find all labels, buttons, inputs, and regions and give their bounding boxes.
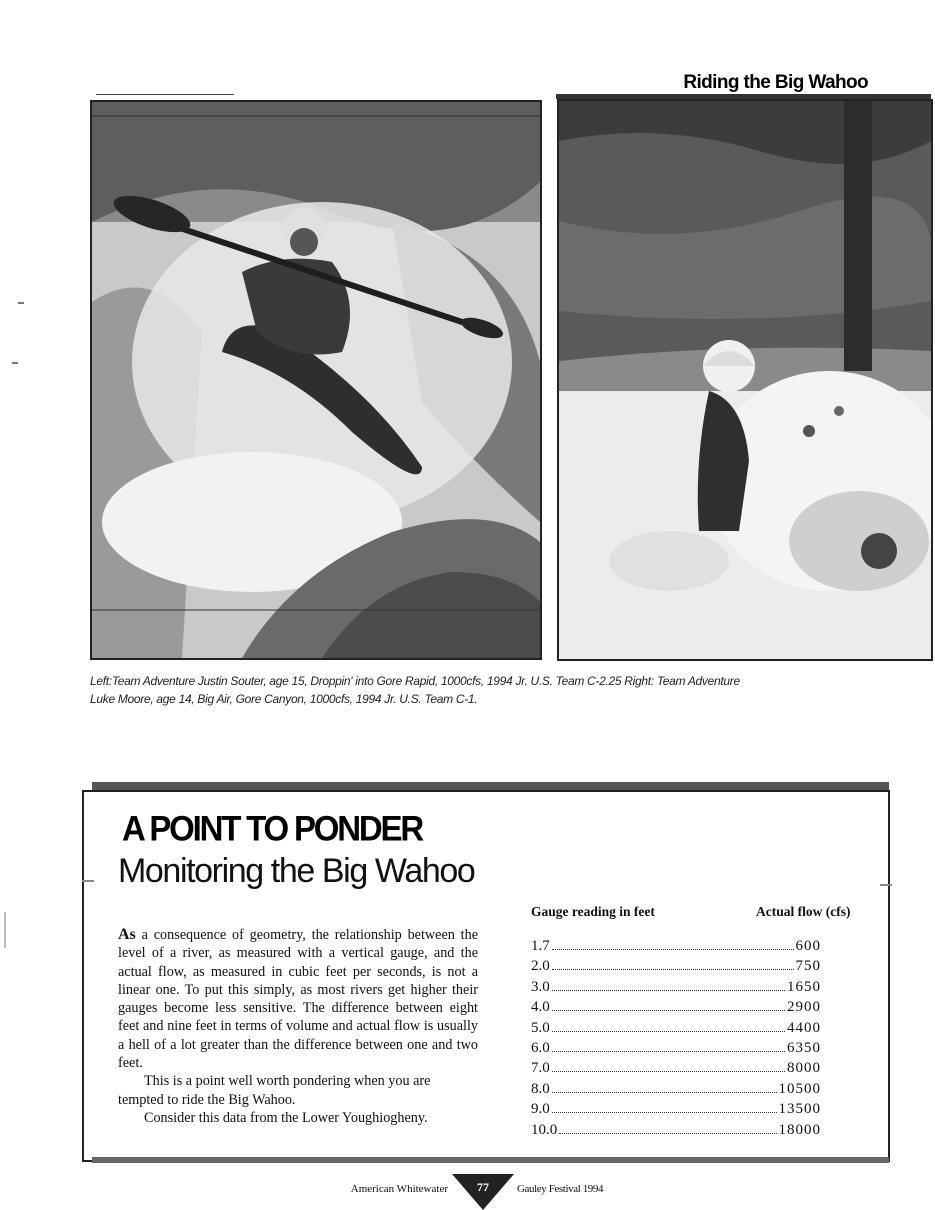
paragraph-1 [118, 926, 478, 1072]
dot-leader [552, 1112, 777, 1113]
photo-left-kayaker [90, 100, 542, 660]
dot-leader [552, 969, 794, 970]
dot-leader [552, 949, 794, 950]
photo-kayaker-paddling-rapid [92, 102, 540, 658]
paragraph-1-text: a consequence of geometry, the relationship between the level of a river, as measured with a vertical gauge, and the actual flow, as measured in cubic feet per seconds, is not a linear one. To put this simply, as most rivers get higher their gauges become less sensitive. The difference between eight feet and nine feet in terms of volume and actual flow is usually a hell of a lot greater than the difference between one and two feet. [118, 927, 478, 1072]
box-title: A POINT TO PONDER [122, 808, 422, 848]
photo-right-kayaker [557, 99, 933, 661]
dot-leader [552, 1010, 785, 1011]
actual-flow: 2900 [787, 999, 821, 1016]
gauge-flow-table [531, 938, 821, 1142]
caption-line-1: Left:Team Adventure Justin Souter, age 15, Droppin' into Gore Rapid, 1000cfs, 1994 Jr. U.S. Team C-2.25 Right: Team Adventure [90, 674, 740, 688]
margin-mark [12, 362, 18, 364]
table-row [531, 1020, 821, 1040]
margin-mark [4, 912, 16, 948]
gauge-reading: 1.7 [531, 938, 550, 954]
box-body [118, 926, 478, 1127]
box-top-rule [92, 782, 889, 790]
gauge-reading: 5.0 [531, 1019, 550, 1036]
dot-leader [552, 1031, 785, 1032]
gauge-reading: 9.0 [531, 1101, 550, 1118]
dot-leader [552, 990, 785, 991]
table-row [531, 1040, 821, 1060]
margin-mark [18, 302, 24, 304]
dot-leader [559, 1133, 776, 1134]
footer-publication: American Whitewater [350, 1183, 448, 1195]
table-row [531, 938, 821, 958]
actual-flow: 750 [795, 958, 821, 975]
actual-flow: 600 [795, 938, 821, 954]
caption-line-2: Luke Moore, age 14, Big Air, Gore Canyon, 1000cfs, 1994 Jr. U.S. Team C-1. [90, 692, 478, 706]
actual-flow: 4400 [787, 1019, 821, 1036]
gauge-reading: 3.0 [531, 978, 550, 995]
table-row [531, 1101, 821, 1121]
table-header-flow: Actual flow (cfs) [756, 904, 851, 919]
paragraph-2: This is a point well worth pondering when you are tempted to ride the Big Wahoo. [118, 1073, 431, 1108]
table-header-gauge: Gauge reading in feet [531, 904, 655, 919]
box-tick [880, 884, 892, 886]
paragraph-3: Consider this data from the Lower Youghiogheny. [144, 1109, 428, 1126]
divider [96, 94, 234, 95]
box-subtitle: Monitoring the Big Wahoo [118, 852, 475, 890]
dot-leader [552, 1051, 785, 1052]
gauge-reading: 8.0 [531, 1080, 550, 1097]
box-bottom-rule [92, 1157, 889, 1163]
actual-flow: 10500 [778, 1080, 821, 1097]
table-row [531, 1122, 821, 1142]
dot-leader [552, 1092, 777, 1093]
gauge-reading: 2.0 [531, 958, 550, 975]
box-tick [82, 880, 94, 882]
table-row [531, 999, 821, 1019]
photo-caption [90, 672, 850, 708]
gauge-reading: 10.0 [531, 1121, 558, 1138]
section-title: Riding the Big Wahoo [683, 72, 868, 93]
gauge-reading: 6.0 [531, 1039, 550, 1056]
page-number: 77 [477, 1180, 489, 1194]
gauge-reading: 7.0 [531, 1060, 550, 1077]
actual-flow: 6350 [787, 1039, 821, 1056]
actual-flow: 1650 [787, 978, 821, 995]
actual-flow: 13500 [778, 1101, 821, 1118]
table-row [531, 1081, 821, 1101]
footer-event: Gauley Festival 1994 [517, 1183, 604, 1195]
actual-flow: 8000 [787, 1060, 821, 1077]
table-row [531, 979, 821, 999]
photo-kayaker-big-air-splash [559, 101, 931, 659]
table-row [531, 1060, 821, 1080]
actual-flow: 18000 [778, 1121, 821, 1138]
table-row [531, 958, 821, 978]
dropcap: As [118, 926, 136, 943]
gauge-reading: 4.0 [531, 999, 550, 1016]
dot-leader [552, 1071, 785, 1072]
